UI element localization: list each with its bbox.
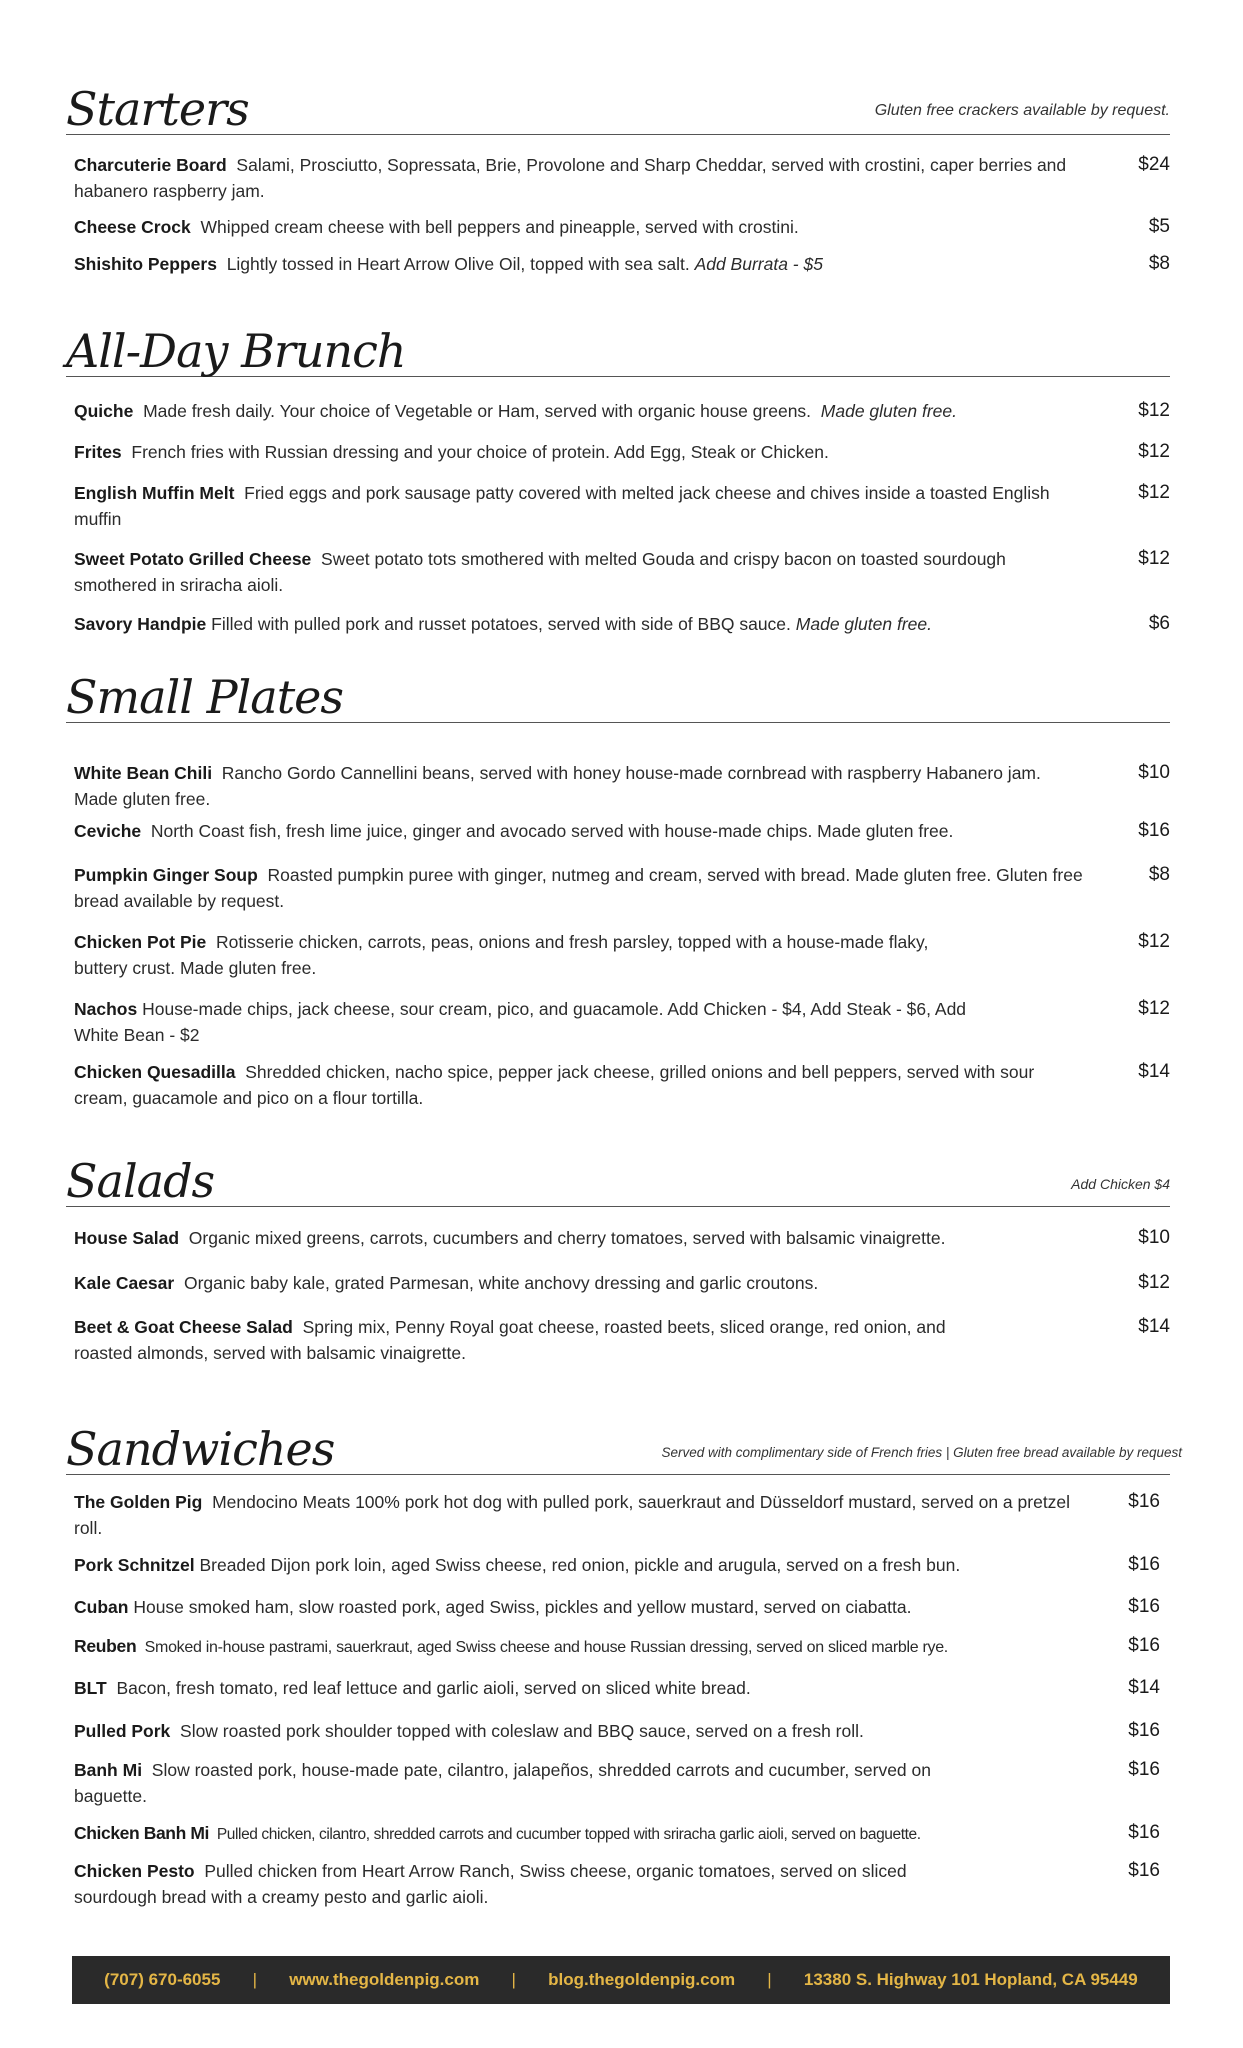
item-desc: Smoked in-house pastrami, sauerkraut, aged Swiss cheese and house Russian dressing, served on sliced marble rye. [144,1639,948,1656]
item-price: $12 [1138,482,1170,503]
blog-link[interactable]: blog.thegoldenpig.com [548,1970,736,1989]
menu-item [74,1633,1160,1661]
menu-item [74,1820,1160,1848]
item-desc: Breaded Dijon pork loin, aged Swiss cheese, red onion, pickle and arugula, served on a fresh bun. [199,1555,961,1575]
item-desc: Pulled chicken from Heart Arrow Ranch, Swiss cheese, organic tomatoes, served on sliced sourdough bread with a creamy pesto and garlic aioli. [74,1861,907,1907]
separator: | [511,1970,516,1989]
item-name: Cuban [74,1597,129,1617]
section-title: Small Plates [66,670,344,724]
starters-header [66,64,1170,135]
item-price: $16 [1128,1822,1160,1843]
section-title: All-Day Brunch [66,324,406,378]
item-name: Quiche [74,401,134,421]
menu-item [74,1594,1160,1620]
item-desc: Rancho Gordo Cannellini beans, served with honey house-made cornbread with raspberry Habanero jam. Made gluten free. [74,763,1041,809]
item-desc: Lightly tossed in Heart Arrow Olive Oil, topped with sea salt. [226,254,690,274]
item-desc: Roasted pumpkin puree with ginger, nutmeg and cream, served with bread. Made gluten free. Gluten free bread available by request. [74,865,1083,911]
small-plates-section [66,652,1170,723]
item-name: Savory Handpie [74,614,207,634]
item-price: $6 [1148,613,1170,634]
item-name: Kale Caesar [74,1273,175,1293]
menu-item [74,611,1170,637]
item-price: $12 [1138,998,1170,1019]
menu-item [74,1059,1170,1111]
section-note: Gluten free crackers available by request. [874,102,1170,119]
item-desc: Slow roasted pork, house-made pate, cilantro, jalapeños, shredded carrots and cucumber, served on baguette. [74,1760,931,1806]
item-desc: House smoked ham, slow roasted pork, aged Swiss, pickles and yellow mustard, served on ciabatta. [133,1597,912,1617]
item-name: Pumpkin Ginger Soup [74,865,258,885]
address: 13380 S. Highway 101 Hopland, CA 95449 [803,1970,1138,1989]
item-desc: North Coast fish, fresh lime juice, ginger and avocado served with house-made chips. Made gluten free. [150,821,954,841]
item-name: Frites [74,442,122,462]
item-price: $8 [1148,253,1170,274]
item-name: Ceviche [74,821,142,841]
item-price: $12 [1138,400,1170,421]
salads-header [66,1136,1170,1207]
item-price: $16 [1128,1759,1160,1780]
menu-item [74,1858,1160,1910]
item-price: $16 [1128,1635,1160,1656]
item-name: Chicken Pot Pie [74,932,207,952]
menu-item [74,546,1170,598]
item-desc: Whipped cream cheese with bell peppers and pineapple, served with crostini. [200,217,799,237]
menu-item [74,398,1170,424]
small-plates-header [66,652,1170,723]
brunch-section [66,306,1170,377]
sandwiches-section [66,1404,1182,1476]
menu-item [74,760,1170,812]
phone-number[interactable]: (707) 670-6055 [104,1970,221,1989]
menu-item [74,152,1170,204]
starters-section [66,64,1170,135]
item-name: White Bean Chili [74,763,213,783]
item-price: $12 [1138,931,1170,952]
item-name: Banh Mi [74,1760,143,1780]
item-price: $12 [1138,548,1170,569]
section-note: Add Chicken $4 [1071,1176,1170,1192]
item-name: Pulled Pork [74,1721,171,1741]
sandwiches-header [66,1404,1182,1476]
item-price: $12 [1138,441,1170,462]
item-desc: Slow roasted pork shoulder topped with coleslaw and BBQ sauce, served on a fresh roll. [180,1721,864,1741]
separator: | [767,1970,772,1989]
item-name: The Golden Pig [74,1492,203,1512]
item-name: Chicken Banh Mi [74,1823,209,1843]
item-price: $14 [1138,1061,1170,1082]
item-desc: Spring mix, Penny Royal goat cheese, roasted beets, sliced orange, red onion, and roasted almonds, served with balsamic vinaigrette. [74,1317,946,1363]
menu-item [74,214,1170,240]
separator: | [252,1970,258,1989]
item-desc: Fried eggs and pork sausage patty covered with melted jack cheese and chives inside a toasted English muffin [74,483,1050,529]
item-name: Reuben [74,1636,137,1656]
brunch-header [66,306,1170,377]
item-desc: Pulled chicken, cilantro, shredded carrots and cucumber topped with sriracha garlic aioli, served on baguette. [216,1826,921,1843]
item-desc: Organic mixed greens, carrots, cucumbers and cherry tomatoes, served with balsamic vinaigrette. [188,1228,946,1248]
website-link[interactable]: www.thegoldenpig.com [289,1970,480,1989]
menu-item [74,439,1170,465]
item-name: Sweet Potato Grilled Cheese [74,549,312,569]
item-price: $24 [1138,154,1170,175]
contact-footer [72,1956,1170,2004]
section-note: Served with complimentary side of French fries | Gluten free bread available by request [661,1445,1182,1460]
item-price: $10 [1138,1227,1170,1248]
menu-item [74,480,1170,532]
item-price: $16 [1128,1554,1160,1575]
menu-item [74,862,1170,914]
section-title: Starters [66,82,249,136]
item-price: $16 [1128,1596,1160,1617]
menu-item [74,1225,1170,1251]
menu-item [74,1489,1160,1541]
item-desc: Rotisserie chicken, carrots, peas, onions and fresh parsley, topped with a house-made flaky, buttery crust. Made gluten free. [74,932,929,978]
menu-item [74,1270,1170,1296]
item-price: $16 [1128,1860,1160,1881]
menu-item [74,929,1170,981]
item-price: $14 [1128,1677,1160,1698]
item-name: Shishito Peppers [74,254,217,274]
item-name: English Muffin Melt [74,483,235,503]
item-name: Beet & Goat Cheese Salad [74,1317,293,1337]
item-desc: Shredded chicken, nacho spice, pepper jack cheese, grilled onions and bell peppers, served with sour cream, guacamole and pico on a flour tortilla. [74,1062,1035,1108]
menu-item [74,1675,1160,1701]
menu-item [74,1718,1160,1744]
menu-item [74,996,1170,1048]
item-price: $8 [1148,864,1170,885]
item-note: Add Burrata - $5 [694,254,823,274]
item-price: $16 [1138,820,1170,841]
item-price: $10 [1138,762,1170,783]
item-name: BLT [74,1678,107,1698]
section-title: Sandwiches [66,1422,335,1476]
item-name: Chicken Quesadilla [74,1062,236,1082]
item-price: $16 [1128,1491,1160,1512]
item-desc: Made fresh daily. Your choice of Vegetable or Ham, served with organic house greens. [143,401,812,421]
item-price: $16 [1128,1720,1160,1741]
item-name: House Salad [74,1228,180,1248]
item-name: Nachos [74,999,138,1019]
item-desc: Filled with pulled pork and russet potatoes, served with side of BBQ sauce. [211,614,791,634]
menu-item [74,251,1170,277]
item-desc: French fries with Russian dressing and your choice of protein. Add Egg, Steak or Chicken. [131,442,829,462]
salads-section [66,1136,1170,1207]
item-name: Chicken Pesto [74,1861,195,1881]
item-note: Made gluten free. [795,614,932,634]
item-price: $14 [1138,1316,1170,1337]
item-desc: Mendocino Meats 100% pork hot dog with pulled pork, sauerkraut and Düsseldorf mustard, served on a pretzel roll. [74,1492,1071,1538]
section-title: Salads [66,1154,215,1208]
item-desc: Salami, Prosciutto, Sopressata, Brie, Provolone and Sharp Cheddar, served with crostini, caper berries and habanero raspberry jam. [74,155,1067,201]
item-price: $5 [1148,216,1170,237]
item-desc: Bacon, fresh tomato, red leaf lettuce and garlic aioli, served on sliced white bread. [116,1678,751,1698]
item-desc: Organic baby kale, grated Parmesan, white anchovy dressing and garlic croutons. [183,1273,819,1293]
menu-item [74,1552,1160,1578]
menu-item [74,1314,1170,1366]
item-name: Charcuterie Board [74,155,227,175]
menu-item [74,818,1170,844]
item-name: Pork Schnitzel [74,1555,195,1575]
item-desc: Sweet potato tots smothered with melted Gouda and crispy bacon on toasted sourdough smothered in sriracha aioli. [74,549,1006,595]
item-note: Made gluten free. [820,401,957,421]
item-price: $12 [1138,1272,1170,1293]
item-desc: House-made chips, jack cheese, sour cream, pico, and guacamole. Add Chicken - $4, Add Steak - $6, Add White Bean - $2 [74,999,967,1045]
menu-item [74,1757,1160,1809]
item-name: Cheese Crock [74,217,191,237]
